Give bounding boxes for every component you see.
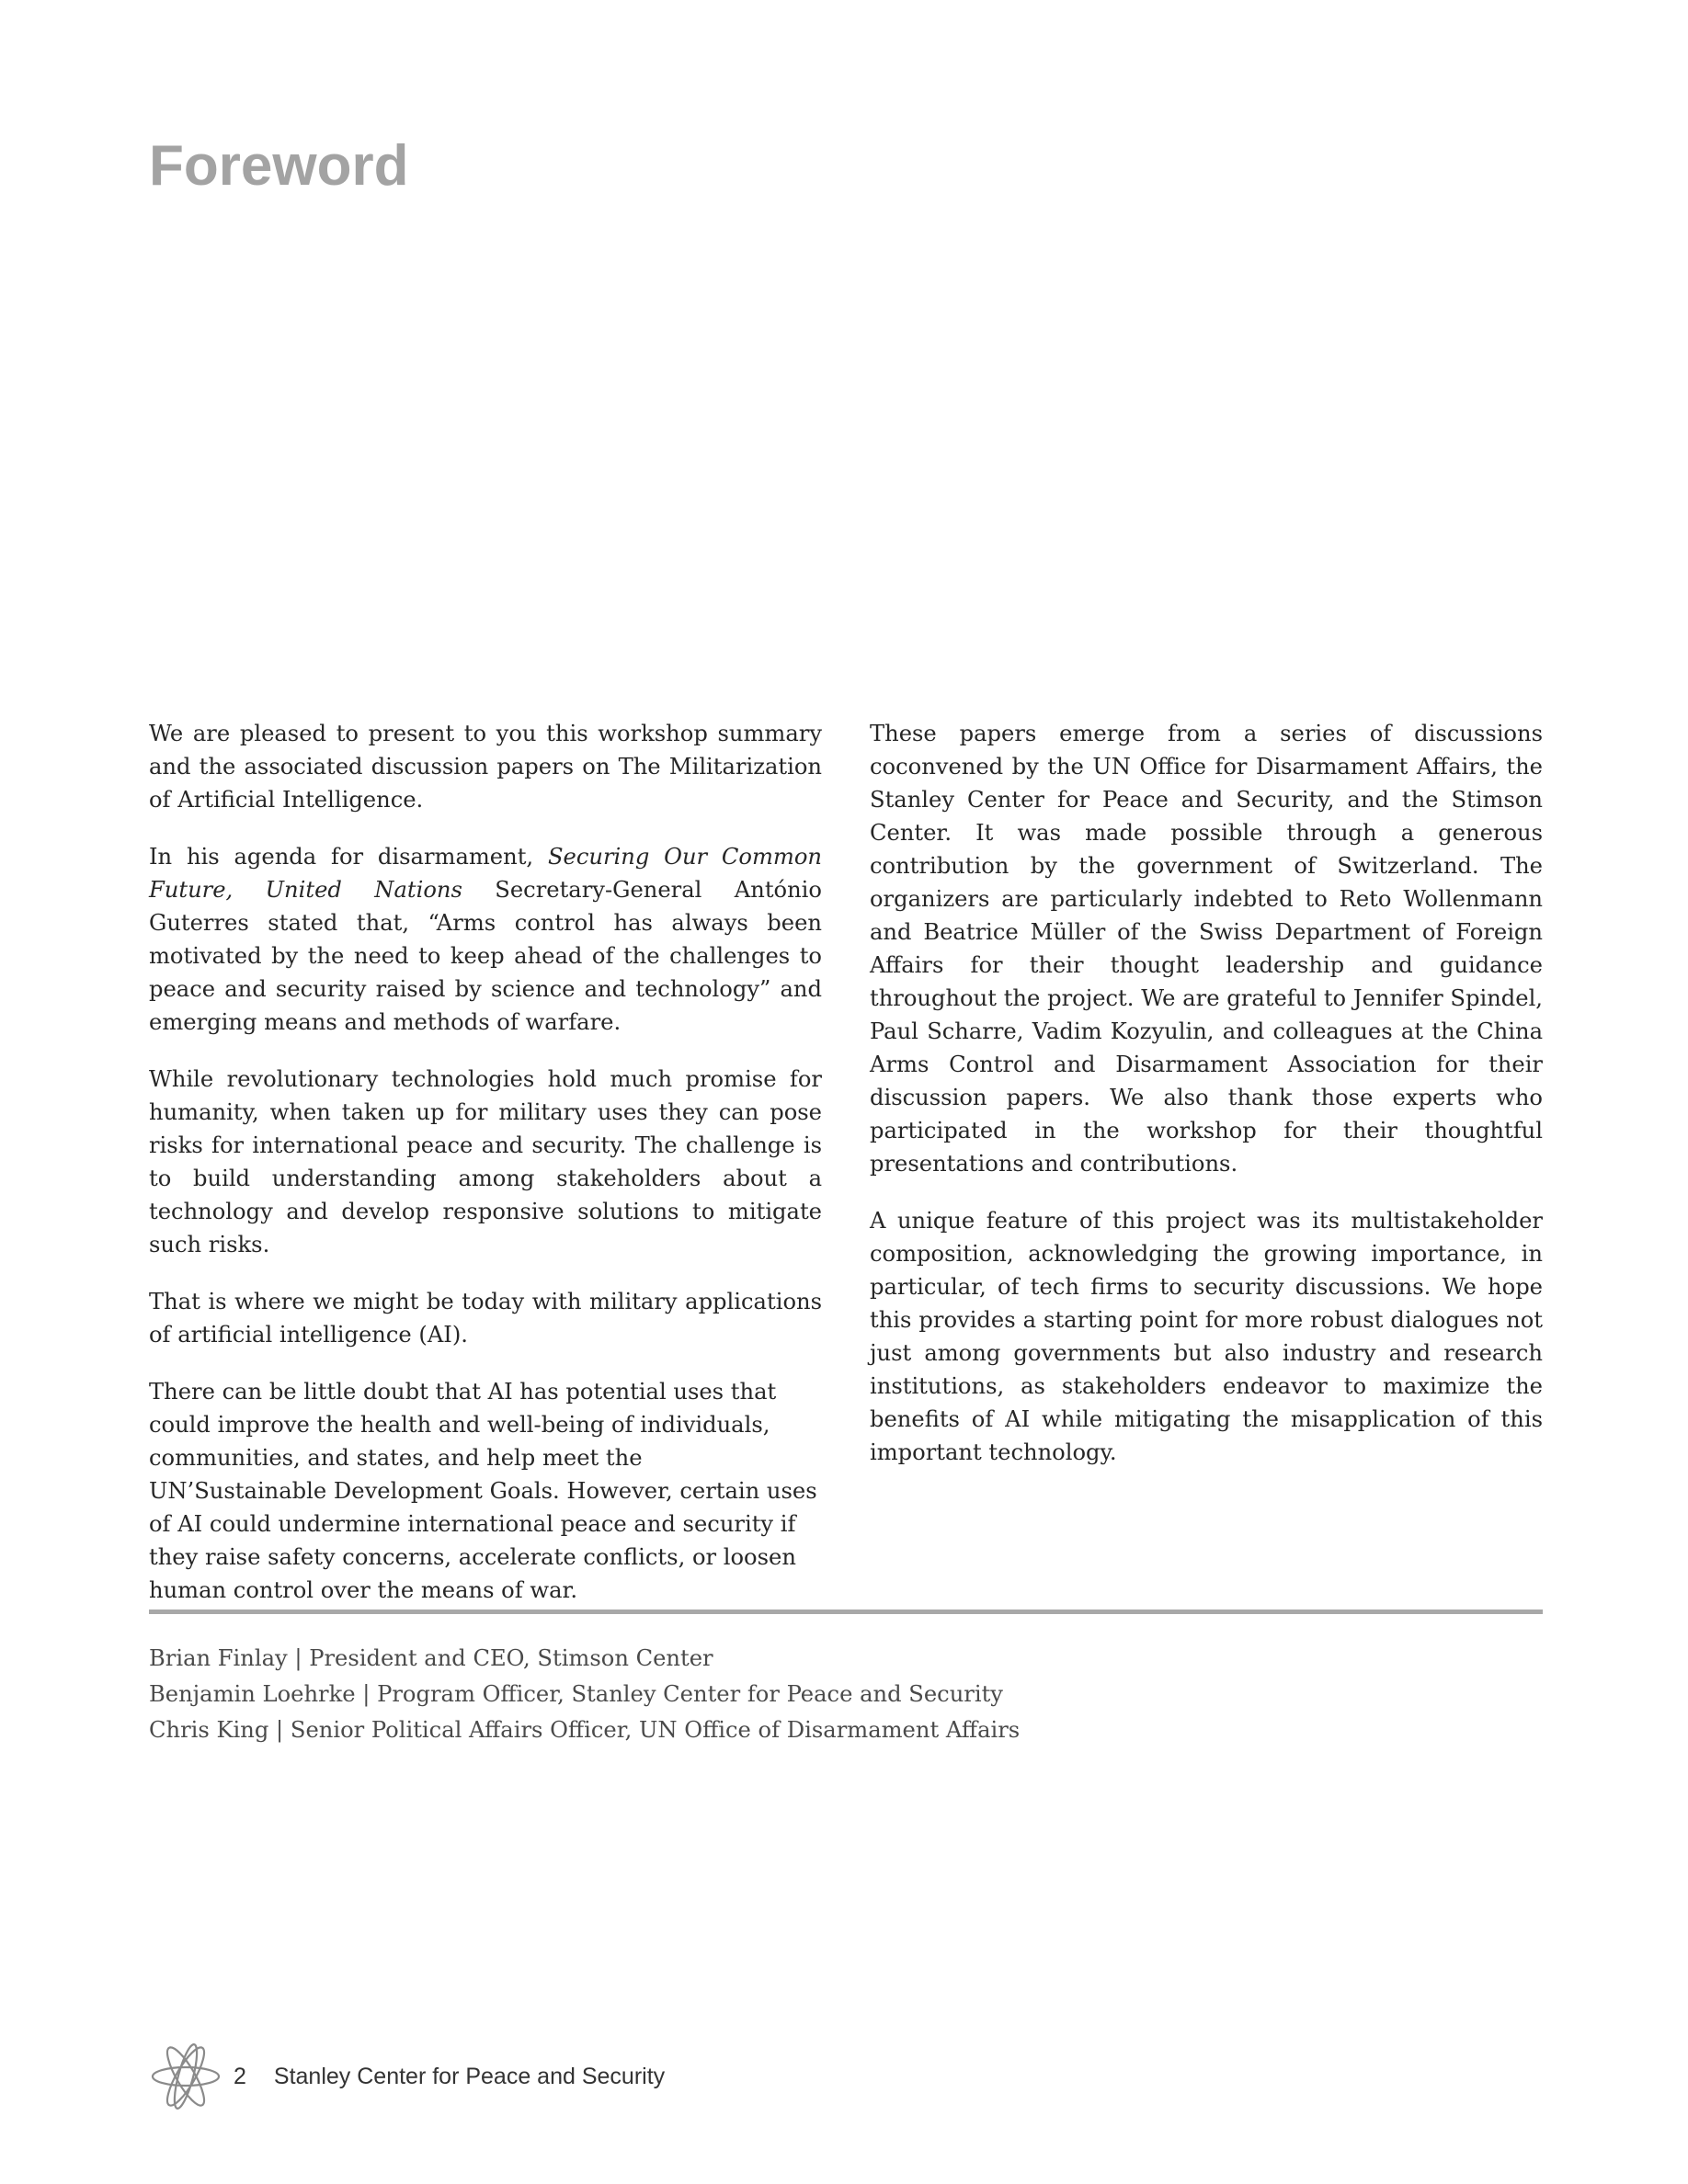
technologies-paragraph: While revolutionary technologies hold much promise for humanity, when taken up for military uses they can pose risks for international peace and security. The challenge is to build understanding among stakeholders about a technology and develop responsive solutions to mitigate such risks.	[149, 1066, 822, 1257]
agenda-italic-title: Securing Our Common Future	[149, 844, 822, 903]
acknowledgments-paragraph: These papers emerge from a series of discussions coconvened by the UN Office for Disarmament Affairs, the Stanley Center for Peace and Security, and the Stimson Center. It was made possible through a generous contribution by the government of Switzerland. The organizers are particularly indebted to Reto Wollenmann and Beatrice Müller of the Swiss Department of Foreign Affairs for their thought leadership and guidance throughout the project. We are grateful to Jennifer Spindel, Paul Scharre, Vadim Kozyulin, and colleagues at the China Arms Control and Disarmament Association for their discussion papers. We also thank those experts who participated in the workshop for their thoughtful presentations and contributions.	[870, 721, 1543, 1177]
agenda-text-before: In his agenda for disarmament,	[149, 844, 548, 870]
signatory-line: Brian Finlay | President and CEO, Stimson Center	[149, 1645, 713, 1671]
page-number: 2	[234, 2063, 246, 2089]
signatory-line: Benjamin Loehrke | Program Officer, Stanley Center for Peace and Security	[149, 1681, 1003, 1707]
agenda-italic-sep: ,	[225, 877, 266, 903]
section-divider	[149, 1610, 1543, 1614]
intro-paragraph: We are pleased to present to you this workshop summary and the associated discussion papers on The Militarization of Artificial Intelligence.	[149, 721, 822, 813]
footer-organization: Stanley Center for Peace and Security	[273, 2063, 666, 2089]
multistakeholder-paragraph: A unique feature of this project was its multistakeholder composition, acknowledging the growing importance, in particular, of tech firms to security discussions. We hope this provides a starting point for more robust dialogues not just among governments but also industry and research institutions, as stakeholders endeavor to maximize the benefits of AI while mitigating the misapplication of this important technology.	[870, 1208, 1543, 1465]
signatory-line: Chris King | Senior Political Affairs Officer, UN Office of Disarmament Affairs	[149, 1717, 1021, 1743]
right-column	[870, 717, 1543, 1493]
atom-logo-icon	[149, 2037, 222, 2116]
military-ai-paragraph: That is where we might be today with military applications of artificial intelligence (AI).	[149, 1289, 822, 1348]
left-column	[149, 717, 822, 1631]
page-title: Foreword	[149, 134, 409, 198]
ai-uses-paragraph: There can be little doubt that AI has potential uses that could improve the health and well-being of individuals, communities, and states, and help meet the UN’Sustainable Development Goals. However, certain uses of AI could undermine international peace and security if they raise safety concerns, accelerate conflicts, or loosen human control over the means of war.	[149, 1379, 817, 1603]
agenda-text-rest: Secretary-General António Guterres stated that, “Arms control has always been motivated by the need to keep ahead of the challenges to peace and security raised by science and technology” and emerging means and methods of warfare.	[149, 877, 822, 1035]
agenda-italic-org: United Nations	[265, 877, 462, 903]
signatories-block	[149, 1641, 1020, 1748]
page-footer	[149, 2037, 665, 2116]
agenda-paragraph	[149, 840, 822, 1039]
